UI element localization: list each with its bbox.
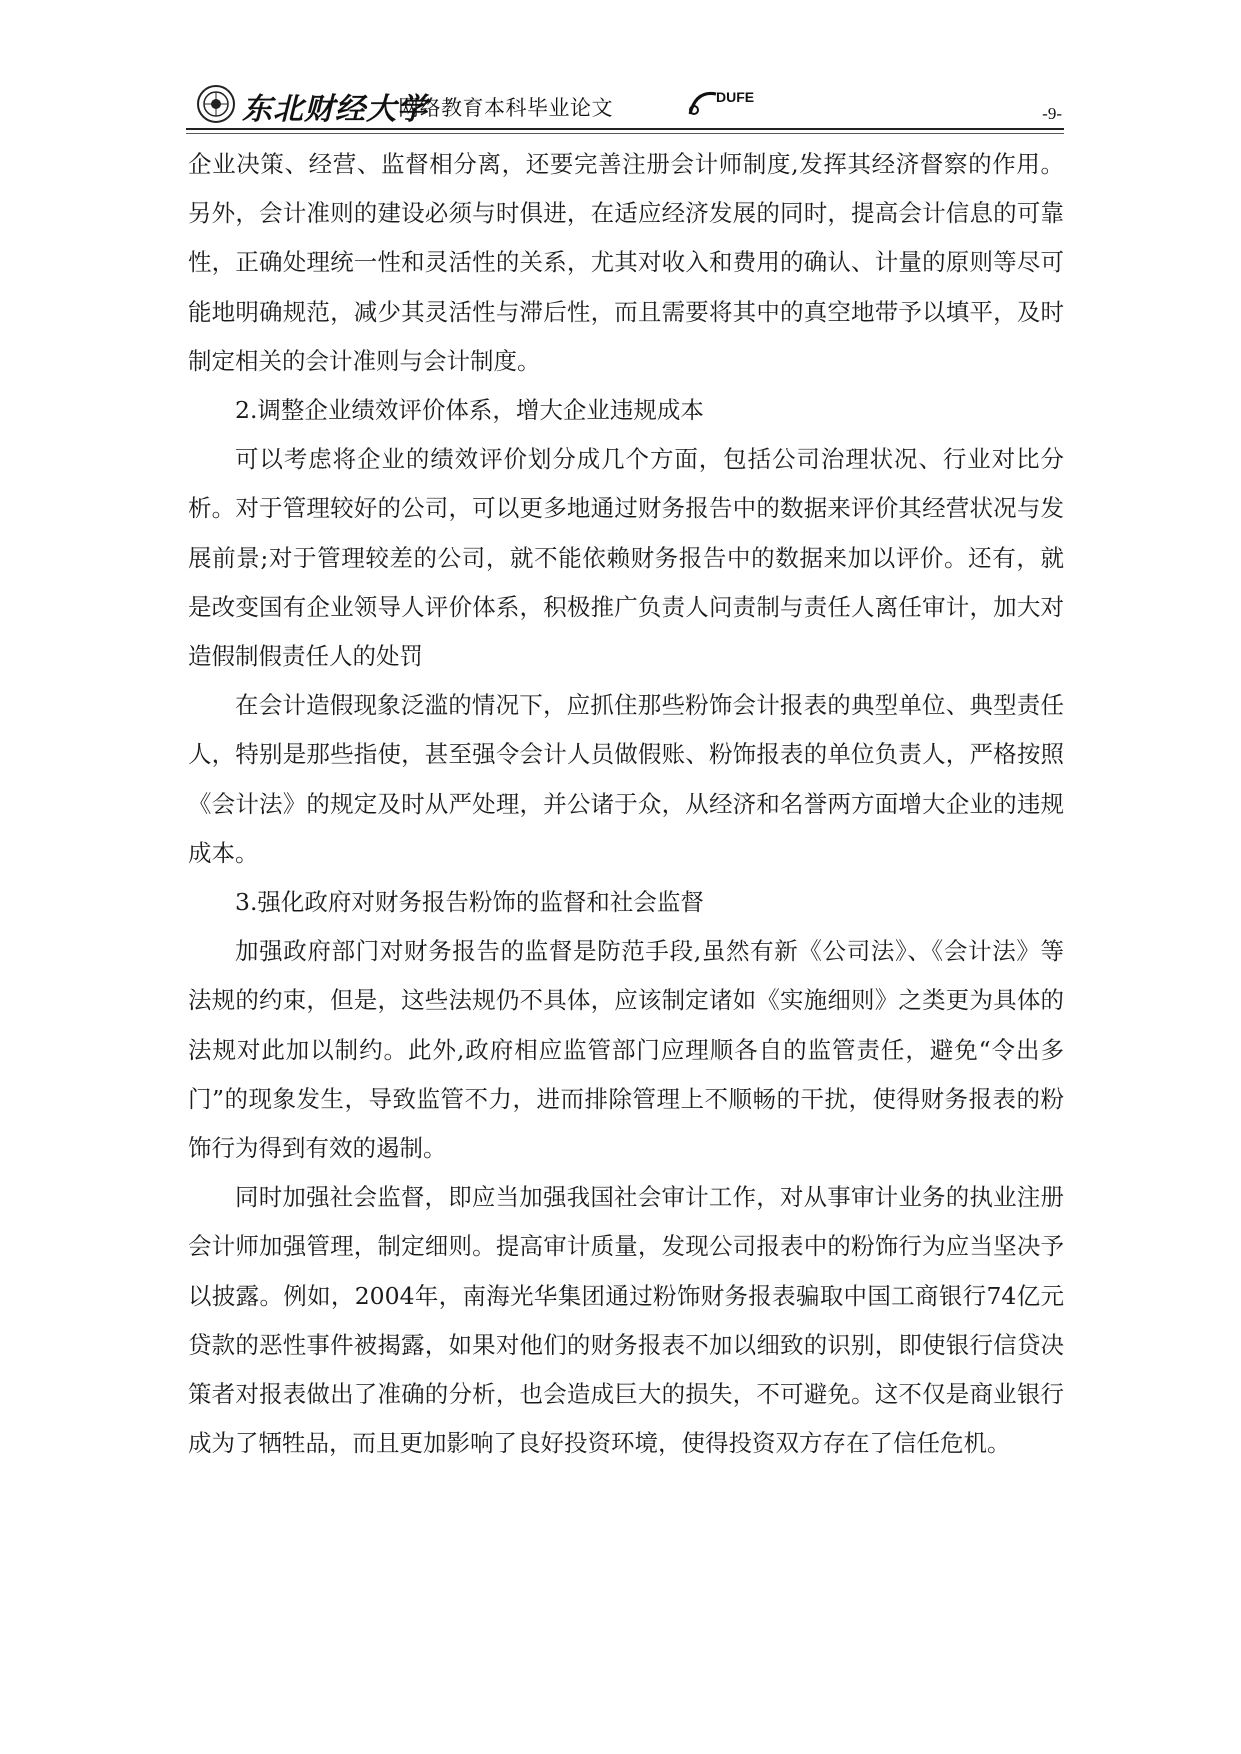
- university-name: 东北财经大学: [242, 92, 428, 127]
- body-text: [188, 140, 1064, 1468]
- university-emblem-icon: [196, 84, 236, 124]
- header-rule: [186, 128, 1064, 130]
- logo-text: DUFE: [716, 89, 755, 105]
- paragraph: 企业决策、经营、监督相分离，还要完善注册会计师制度,发挥其经济督察的作用。另外，会计准则的建设必须与时俱进，在适应经济发展的同时，提高会计信息的可靠性，正确处理统一性和灵活性的关系，尤其对收入和费用的确认、计量的原则等尽可能地明确规范，减少其灵活性与滞后性，而且需要将其中的真空地带予以填平，及时制定相关的会计准则与会计制度。: [188, 150, 1064, 375]
- dufe-logo-icon: [686, 84, 766, 120]
- thesis-type: 网络教育本科毕业论文: [398, 96, 613, 120]
- section-heading: 3.强化政府对财务报告粉饰的监督和社会监督: [235, 888, 704, 917]
- page-number: -9-: [1042, 104, 1062, 123]
- paragraph: 可以考虑将企业的绩效评价划分成几个方面，包括公司治理状况、行业对比分析。对于管理较好的公司，可以更多地通过财务报告中的数据来评价其经营状况与发展前景;对于管理较差的公司，就不能依赖财务报告中的数据来加以评价。还有，就是改变国有企业领导人评价体系，积极推广负责人问责制与责任人离任审计，加大对造假制假责任人的处罚: [188, 445, 1064, 671]
- section-heading: 2.调整企业绩效评价体系，增大企业违规成本: [235, 396, 704, 425]
- paragraph: 加强政府部门对财务报告的监督是防范手段,虽然有新《公司法》、《会计法》等法规的约束，但是，这些法规仍不具体，应该制定诸如《实施细则》之类更为具体的法规对此加以制约。此外,政府相应监管部门应理顺各自的监管责任，避免“令出多门”的现象发生，导致监管不力，进而排除管理上不顺畅的干扰，使得财务报表的粉饰行为得到有效的遏制。: [188, 937, 1064, 1163]
- paragraph: 在会计造假现象泛滥的情况下，应抓住那些粉饰会计报表的典型单位、典型责任人，特别是那些指使，甚至强令会计人员做假账、粉饰报表的单位负责人，严格按照《会计法》的规定及时从严处理，并公诸于众，从经济和名誉两方面增大企业的违规成本。: [188, 691, 1064, 867]
- header-rule-thin: [186, 133, 1064, 134]
- page-header: [186, 82, 1064, 130]
- paragraph: 同时加强社会监督，即应当加强我国社会审计工作，对从事审计业务的执业注册会计师加强管理，制定细则。提高审计质量，发现公司报表中的粉饰行为应当坚决予以披露。例如，2004年，南海光华集团通过粉饰财务报表骗取中国工商银行74亿元贷款的恶性事件被揭露，如果对他们的财务报表不加以细致的识别，即使银行信贷决策者对报表做出了准确的分析，也会造成巨大的损失，不可避免。这不仅是商业银行成为了牺牲品，而且更加影响了良好投资环境，使得投资双方存在了信任危机。: [188, 1183, 1064, 1458]
